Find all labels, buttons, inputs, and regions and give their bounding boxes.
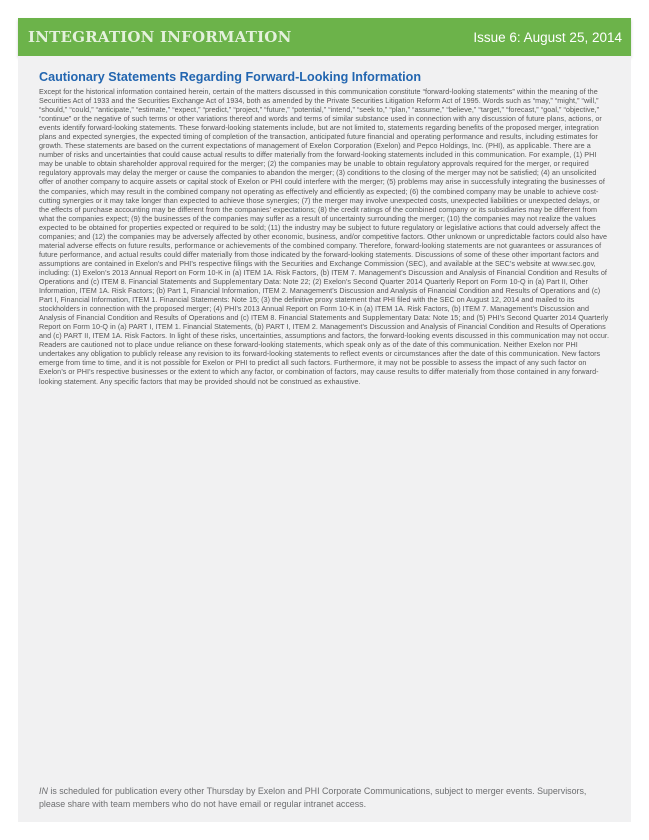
header-banner xyxy=(18,18,631,56)
publication-note xyxy=(39,785,610,810)
cautionary-statement-body: Except for the historical information contained herein, certain of the matters discussed in this communication constitute “forward-looking statements” within the meaning of the Securities Act of 1933 and the Securities Exchange Act of 1934, both as amended by the Private Securities Litigation Reform Act of 1995. Words such as “may,” “might,” “will,” “should,” “could,” “anticipate,” “estimate,” “expect,” “predict,” “project,” “future,” “potential,” “intend,” “seek to,” “plan,” “assume,” “believe,” “target,” “forecast,” “goal,” “objective,” “continue” or the negative of such terms or other variations thereof and words and terms of similar substance used in connection with any discussion of future plans, actions, or events identify forward-looking statements. These forward-looking statements include, but are not limited to, statements regarding benefits of the proposed merger, integration plans and expected synergies, the expected timing of completion of the transaction, anticipated future financial and operating performance and results, including estimates for growth. These statements are based on the current expectations of management of Exelon Corporation (Exelon) and Pepco Holdings, Inc. (PHI), as applicable. There are a number of risks and uncertainties that could cause actual results to differ materially from the forward-looking statements included in this communication. For example, (1) PHI may be unable to obtain shareholder approval required for the merger; (2) the companies may be unable to obtain regulatory approvals required for the merger, or required regulatory approvals may delay the merger or cause the companies to abandon the merger; (3) conditions to the closing of the merger may not be satisfied; (4) an unsolicited offer of another company to acquire assets or capital stock of Exelon or PHI could interfere with the merger; (5) problems may arise in successfully integrating the businesses of the companies, which may result in the combined company not operating as effectively and efficiently as expected; (6) the combined company may be unable to achieve cost-cutting synergies or it may take longer than expected to achieve those synergies; (7) the merger may involve unexpected costs, unexpected liabilities or unexpected delays, or the effects of purchase accounting may be different from the companies’ expectations; (8) the credit ratings of the combined company or its subsidiaries may be different from what the companies expect; (9) the businesses of the companies may suffer as a result of uncertainty surrounding the merger; (10) the companies may not realize the values expected to be obtained for properties expected or required to be sold; (11) the industry may be subject to future regulatory or legislative actions that could adversely affect the companies; and (12) the companies may be adversely affected by other economic, business, and/or competitive factors. Other unknown or unpredictable factors could also have material adverse effects on future results, performance or achievements of the combined company. Therefore, forward-looking statements are not guarantees or assurances of future performance, and actual results could differ materially from those indicated by the forward-looking statements. Discussions of some of these other important factors and assumptions are contained in Exelon’s and PHI’s respective filings with the Securities and Exchange Commission (SEC), and available at the SEC’s website at www.sec.gov, including: (1) Exelon’s 2013 Annual Report on Form 10-K in (a) ITEM 1A. Risk Factors, (b) ITEM 7. Management’s Discussion and Analysis of Financial Condition and Results of Operations and (c) ITEM 8. Financial Statements and Supplementary Data: Note 22; (2) Exelon’s Second Quarter 2014 Quarterly Report on Form 10-Q in (a) Part II, Other Information, ITEM 1A. Risk Factors; (b) Part 1, Financial Information, ITEM 2. Management’s Discussion and Analysis of Financial Condition and Results of Operations and (c) Part I, Financial Information, ITEM 1. Financial Statements: Note 15; (3) the definitive proxy statement that PHI filed with the SEC on August 12, 2014 and mailed to its stockholders in connection with the proposed merger; (4) PHI’s 2013 Annual Report on Form 10-K in (a) ITEM 1A. Risk Factors, (b) ITEM 7. Management’s Discussion and Analysis of Financial Condition and Results of Operations and (c) ITEM 8. Financial Statements and Supplementary Data: Note 15; and (5) PHI’s Second Quarter 2014 Quarterly Report on Form 10-Q in (a) PART I, ITEM 1. Financial Statements, (b) PART I, ITEM 2. Management’s Discussion and Analysis of Financial Condition and Results of Operations and (c) PART II, ITEM 1A. Risk Factors. In light of these risks, uncertainties, assumptions and factors, the forward-looking events discussed in this communication may not occur. Readers are cautioned not to place undue reliance on these forward-looking statements, which speak only as of the date of this communication. Neither Exelon nor PHI undertakes any obligation to publicly release any revision to its forward-looking statements to reflect events or circumstances after the date of this communication. New factors emerge from time to time, and it is not possible for Exelon or PHI to predict all such factors. Furthermore, it may not be possible to assess the impact of any such factor on Exelon’s or PHI’s respective businesses or the extent to which any factor, or combination of factors, may cause results to differ materially from those contained in any forward-looking statement. Any specific factors that may be provided should not be construed as exhaustive. xyxy=(39,87,609,386)
section-heading: Cautionary Statements Regarding Forward-Looking Information xyxy=(39,70,422,84)
issue-date: Issue 6: August 25, 2014 xyxy=(473,30,622,45)
publication-name: IN xyxy=(39,786,48,796)
publication-note-text: is scheduled for publication every other Thursday by Exelon and PHI Corporate Communications, subject to merger events. Supervisors, please share with team members who do not have email or regular intranet access. xyxy=(39,786,587,809)
content-panel xyxy=(18,56,631,822)
newsletter-title: INTEGRATION INFORMATION xyxy=(28,28,292,46)
